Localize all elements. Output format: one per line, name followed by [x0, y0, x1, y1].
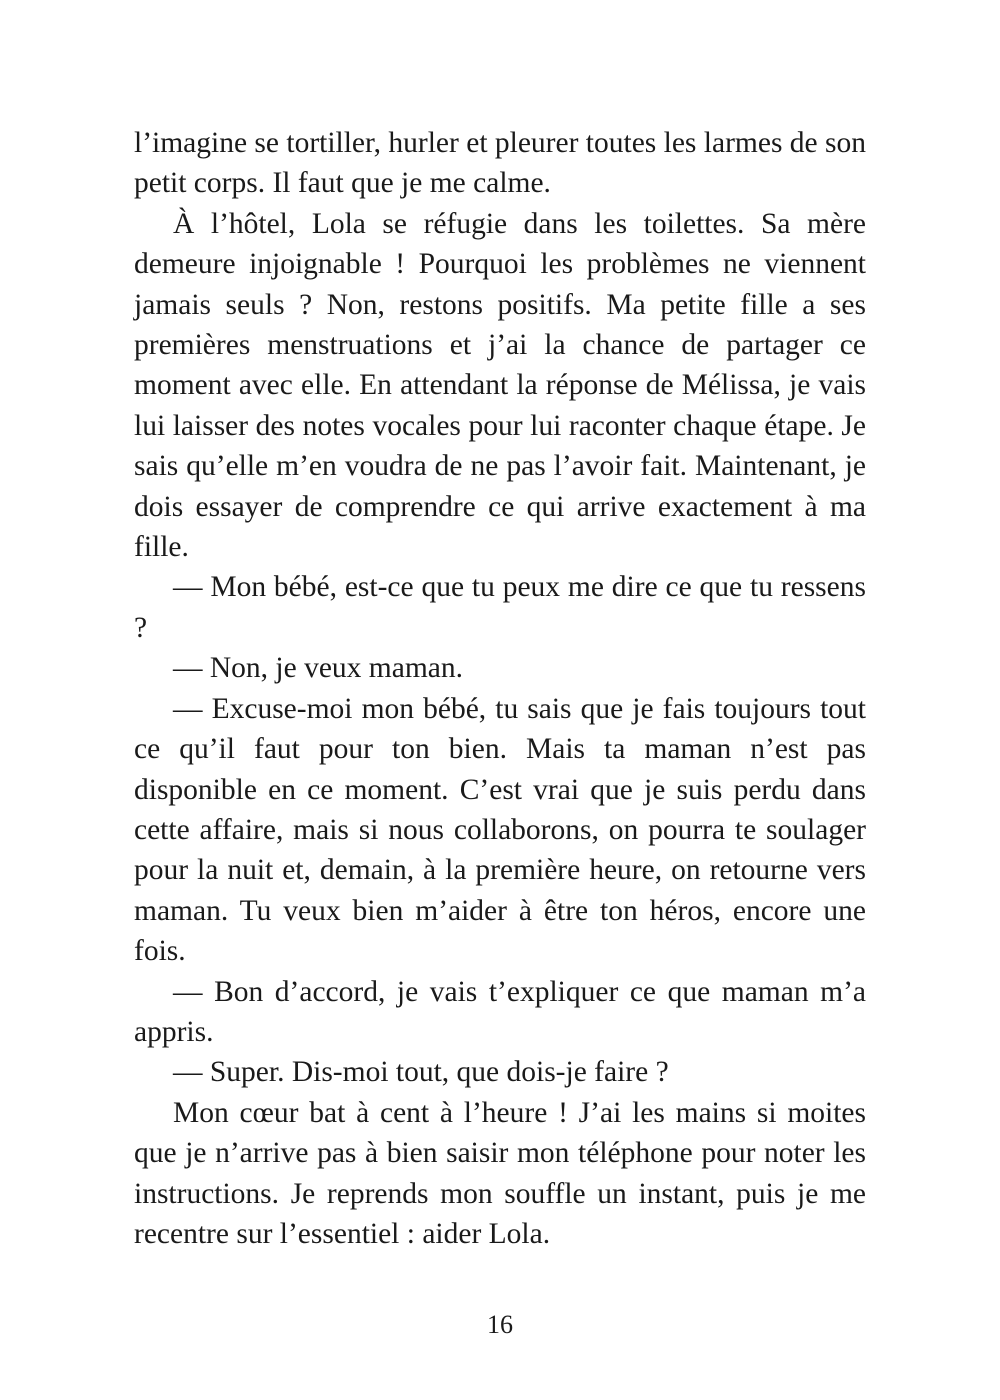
dialogue-line: — Super. Dis-moi tout, que dois-je faire ?	[173, 1056, 669, 1089]
paragraph-continuation: l’imagine se tortiller, hurler et pleurer toutes les larmes de son petit corps. Il faut que je me calme.	[134, 127, 866, 200]
paragraph-closing: Mon cœur bat à cent à l’heure ! J’ai les mains si moites que je n’arrive pas à bien saisir mon téléphone pour noter les instructions. Je reprends mon souffle un instant, puis je me recentre sur l’essentiel : aider Lola.	[134, 1096, 866, 1250]
dialogue-line: — Mon bébé, est-ce que tu peux me dire ce que tu ressens ?	[134, 571, 866, 644]
body-text	[134, 123, 866, 1254]
dialogue-line: — Non, je veux maman.	[173, 652, 464, 685]
dialogue-line: — Excuse-moi mon bébé, tu sais que je fais toujours tout ce qu’il faut pour ton bien. Mais ta maman n’est pas disponible en ce moment. C’est vrai que je suis perdu dans cette affaire, mais si nous collaborons, on pourra te soulager pour la nuit et, demain, à la première heure, on retourne vers maman. Tu veux bien m’aider à être ton héros, encore une fois.	[134, 692, 866, 968]
page-number: 16	[487, 1310, 513, 1339]
dialogue-line: — Bon d’accord, je vais t’expliquer ce que maman m’a appris.	[134, 975, 866, 1048]
paragraph-hotel: À l’hôtel, Lola se réfugie dans les toilettes. Sa mère demeure injoignable ! Pourquoi les problèmes ne viennent jamais seuls ? Non, restons positifs. Ma petite fille a ses premières menstruations et j’ai la chance de partager ce moment avec elle. En attendant la réponse de Mélissa, je vais lui laisser des notes vocales pour lui raconter chaque étape. Je sais qu’elle m’en voudra de ne pas l’avoir fait. Maintenant, je dois essayer de comprendre ce qui arrive exactement à ma fille.	[134, 207, 866, 564]
